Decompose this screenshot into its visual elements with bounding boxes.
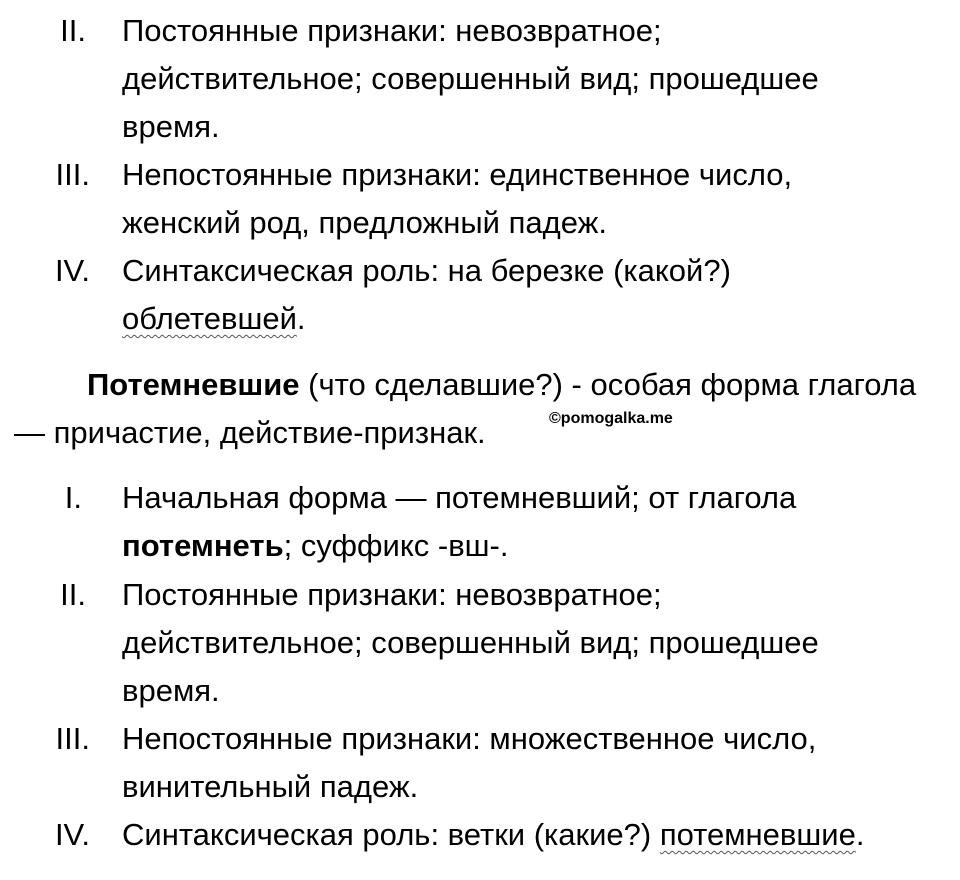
text-line: Постоянные признаки: невозвратное; [122,577,662,612]
paragraph [0,361,960,457]
paragraph-line: — причастие, действие-признак. [14,415,486,450]
underlined-word: потемневшие [659,817,856,852]
text-line: женский род, предложный падеж. [122,205,607,240]
list-item-text [122,571,932,715]
text-line [122,295,932,343]
text-line [122,811,932,859]
line-start: Синтаксическая роль: ветки (какие?) [122,817,660,852]
text-line: действительное; совершенный вид; прошедшее [122,61,819,96]
list-item-text [122,151,932,247]
text-line: Постоянные признаки: невозвратное; [122,13,662,48]
list-item-text [122,247,932,343]
line-end: . [296,301,306,336]
text-line: время. [122,109,220,144]
watermark: ©pomogalka.me [549,410,673,427]
text-line [122,522,932,570]
list-numeral: I. [64,480,82,515]
text-line: Начальная форма — потемневший; от глагола [122,480,797,515]
list-numeral: II. [60,13,86,48]
underlined-word: облетевшей [122,301,297,336]
text-line: Непостоянные признаки: множественное число, [122,721,817,756]
list-numeral: III. [55,157,90,192]
paragraph-line [0,361,960,409]
line-rest: ; суффикс -вш-. [283,528,509,563]
line-end: . [855,817,865,852]
list-numeral: II. [60,577,86,612]
list-item-text [122,474,932,570]
text-line: винительный падеж. [122,769,419,804]
list-numeral: IV. [54,253,90,288]
text-line: Синтаксическая роль: на березке (какой?) [122,253,731,288]
list-item-text [122,7,932,151]
paragraph-text: (что сделавшие?) - особая форма глагола [299,367,917,402]
list-item-text [122,715,932,811]
text-line: Непостоянные признаки: единственное число, [122,157,793,192]
bold-term: потемнеть [122,528,284,563]
bold-term: Потемневшие [87,367,300,402]
list-numeral: III. [55,721,90,756]
list-item-text [122,811,932,859]
text-line: действительное; совершенный вид; прошедшее [122,625,819,660]
list-numeral: IV. [54,817,90,852]
text-line: время. [122,673,220,708]
